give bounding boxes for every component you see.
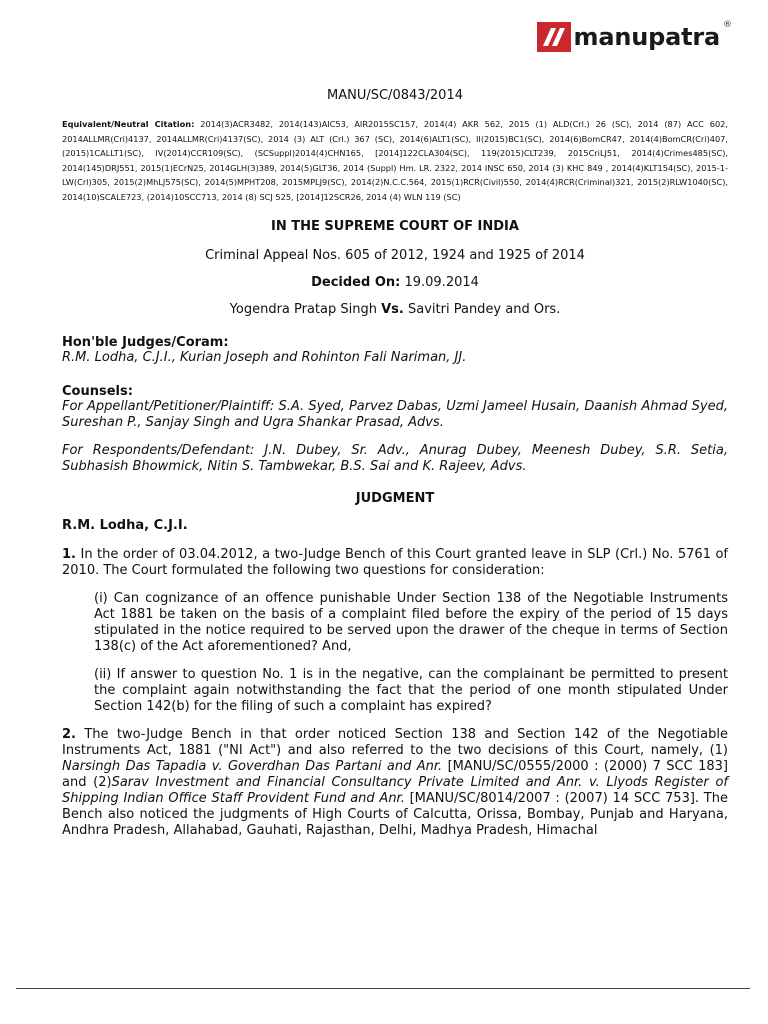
parties [62, 302, 728, 317]
paragraph-1 [62, 547, 728, 579]
question-2: (ii) If answer to question No. 1 is in the negative, can the complainant be permitted to present the complaint again notwithstanding the fact that the period of one month stipulated Under Section 142(b) for the filing of such a complaint has expired? [94, 666, 728, 714]
versus-label: Vs. [381, 301, 404, 317]
counsel-appellant: For Appellant/Petitioner/Plaintiff: S.A. Syed, Parvez Dabas, Uzmi Jameel Husain, Daanish Ahmad Syed, Sureshan P., Sanjay Singh and Ugra Shankar Prasad, Advs. [62, 398, 728, 430]
judges-heading: Hon'ble Judges/Coram: [62, 334, 229, 350]
decided-on-label: Decided On: [311, 274, 401, 290]
question-1: (i) Can cognizance of an offence punishable Under Section 138 of the Negotiable Instruments Act 1881 be taken on the basis of a complaint filed before the expiry of the period of 15 days stipulated in the notice required to be served upon the drawer of the cheque in terms of Section 138(c) of the Act aforementioned? And, [94, 590, 728, 654]
decided-on-date: 19.09.2014 [404, 274, 479, 290]
paragraph-2-text-b: [MANU/SC/0555/2000 : (2000) 7 SCC 183] and (2) [62, 758, 728, 790]
manupatra-logo [537, 20, 732, 52]
paragraph-1-text: In the order of 03.04.2012, a two-Judge Bench of this Court granted leave in SLP (Crl.) No. 5761 of 2010. The Court formulated the following two questions for consideration: [62, 546, 728, 578]
paragraph-2-number: 2. [62, 726, 76, 742]
equivalent-citations-label: Equivalent/Neutral Citation: [62, 119, 195, 129]
party-respondent: Savitri Pandey and Ors. [408, 301, 561, 317]
judgment-heading: JUDGMENT [355, 490, 435, 506]
manupatra-logo-icon [537, 22, 571, 52]
judgment-author: R.M. Lodha, C.J.I. [62, 517, 188, 533]
paragraph-2-text-c: [MANU/SC/8014/2007 : (2007) 14 SCC 753]. The Bench also noticed the judgments of High Courts of Calcutta, Orissa, Bombay, Punjab and Haryana, Andhra Pradesh, Allahabad, Gauhati, Rajasthan, Delhi, Madhya Pradesh, Himachal [62, 790, 728, 838]
paragraph-2-case-2: Sarav Investment and Financial Consultancy Private Limited and Anr. v. Llyods Register of Shipping Indian Office Staff Provident Fund and Anr. [62, 774, 728, 806]
equivalent-citations [62, 117, 728, 205]
paragraph-2-case-1: Narsingh Das Tapadia v. Goverdhan Das Partani and Anr. [62, 758, 443, 774]
footer-divider [16, 988, 750, 989]
paragraph-2 [62, 727, 728, 839]
decided-on [62, 275, 728, 290]
party-appellant: Yogendra Pratap Singh [229, 301, 377, 317]
registered-mark: ® [723, 20, 732, 30]
manupatra-logo-text: manupatra [573, 23, 720, 51]
judgment-document [62, 88, 728, 851]
equivalent-citations-text: 2014(3)ACR3482, 2014(143)AIC53, AIR2015SC157, 2014(4) AKR 562, 2015 (1) ALD(Crl.) 26 (SC), 2014 (87) ACC 602, 2014ALLMR(Cri)4137, 2014ALLMR(Cri)4137(SC), 2014 (3) ALT (Crl.) 367 (SC), 2014(6)ALT1(SC), II(2015)BC1(SC), 2014(6)BomCR47, 2014(4)BomCR(Cri)407, (2015)1CALLT1(SC), IV(2014)CCR109(SC), (SCSuppl)2014(4)CHN165, [2014]122CLA304(SC), 119(2015)CLT239, 2015CriLJ51, 2014(4)Crimes485(SC), 2014(145)DRJ551, 2015(1)ECrN25, 2014GLH(3)389, 2014(5)GLT36, 2014 (Suppl) Hm. LR. 2322, 2014 INSC 650, 2014 (3) KHC 849 , 2014(4)KLT154(SC), 2015-1-LW(Crl)305, 2015(2)MhLJ575(SC), 2014(5)MPHT208, 2015MPLJ9(SC), 2014(2)N.C.C.564, 2015(1)RCR(Civil)550, 2014(4)RCR(Criminal)321, 2015(2)RLW1040(SC), 2014(10)SCALE723, (2014)10SCC713, 2014 (8) SCJ 525, [2014]12SCR26, 2014 (4) WLN 119 (SC) [62, 119, 728, 202]
counsels-heading: Counsels: [62, 383, 133, 399]
paragraph-1-number: 1. [62, 546, 76, 562]
counsel-respondent: For Respondents/Defendant: J.N. Dubey, Sr. Adv., Anurag Dubey, Meenesh Dubey, S.R. Setia, Subhasish Bhowmick, Nitin S. Tambwekar, B.S. Sai and K. Rajeev, Advs. [62, 442, 728, 474]
paragraph-2-text-a: The two-Judge Bench in that order noticed Section 138 and Section 142 of the Negotiable Instruments Act, 1881 ("NI Act") and also referred to the two decisions of this Court, namely, (1) [62, 726, 728, 758]
document-id: MANU/SC/0843/2014 [327, 88, 463, 103]
judges-list: R.M. Lodha, C.J.I., Kurian Joseph and Rohinton Fali Nariman, JJ. [62, 349, 467, 365]
court-name: IN THE SUPREME COURT OF INDIA [271, 218, 519, 234]
appeal-numbers: Criminal Appeal Nos. 605 of 2012, 1924 and 1925 of 2014 [205, 247, 585, 263]
